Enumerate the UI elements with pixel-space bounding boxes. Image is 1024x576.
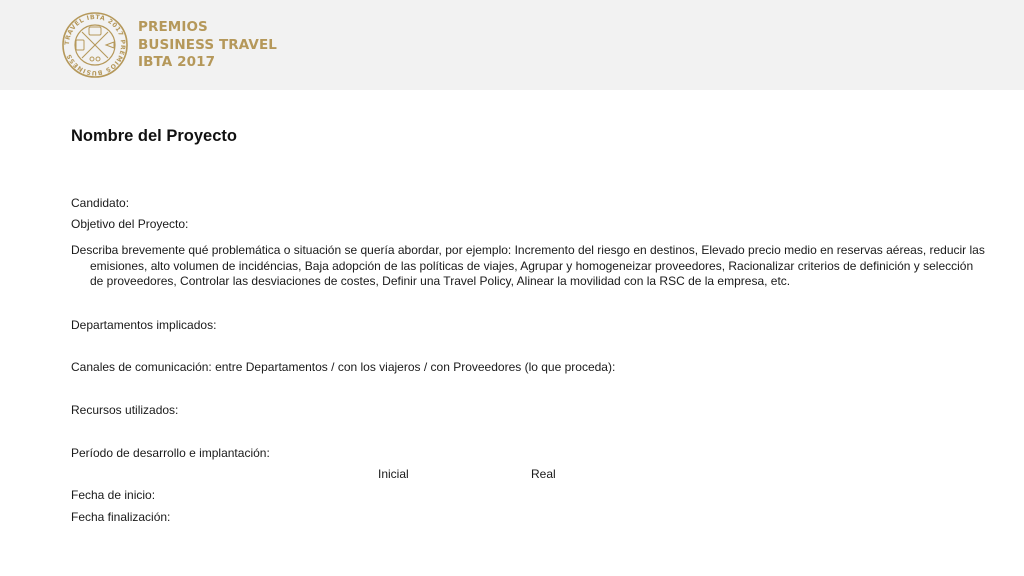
brand-name xyxy=(138,19,277,72)
candidate-label: Candidato: xyxy=(71,196,130,210)
seal-text: TRAVEL IBTA 2017 PREMIOS BUSINESS xyxy=(63,13,127,77)
brand-line-1: PREMIOS xyxy=(138,19,208,35)
end-date-label: Fecha finalización: xyxy=(71,510,171,524)
start-date-label: Fecha de inicio: xyxy=(71,488,156,502)
period-label: Período de desarrollo e implantación: xyxy=(71,446,270,460)
resources-label: Recursos utilizados: xyxy=(71,403,179,417)
column-initial: Inicial xyxy=(378,467,409,481)
objective-description: Describa brevemente qué problemática o situación se quería abordar, por ejemplo: Incremento del riesgo en destinos, Elevado precio medio en reservas aéreas, reducir las emisiones, alto volumen de incidéncias, Baja adopción de las políticas de viajes, Agrupar y homogeneizar proveedores, Racionalizar criterios de definición y selección de proveedores, Controlar las desviaciones de costes, Definir una Travel Policy, Alinear la movilidad con la RSC de la empresa, etc. xyxy=(71,243,985,288)
departments-label: Departamentos implicados: xyxy=(71,318,217,332)
brand-line-3: IBTA 2017 xyxy=(138,54,216,70)
award-seal-logo xyxy=(62,12,128,78)
column-real: Real xyxy=(531,467,556,481)
project-title: Nombre del Proyecto xyxy=(71,127,237,145)
header-banner xyxy=(0,0,1024,90)
channels-label: Canales de comunicación: entre Departamentos / con los viajeros / con Proveedores (lo que proceda): xyxy=(71,360,616,374)
brand-line-2: BUSINESS TRAVEL xyxy=(138,36,277,53)
objective-label: Objetivo del Proyecto: xyxy=(71,217,189,231)
